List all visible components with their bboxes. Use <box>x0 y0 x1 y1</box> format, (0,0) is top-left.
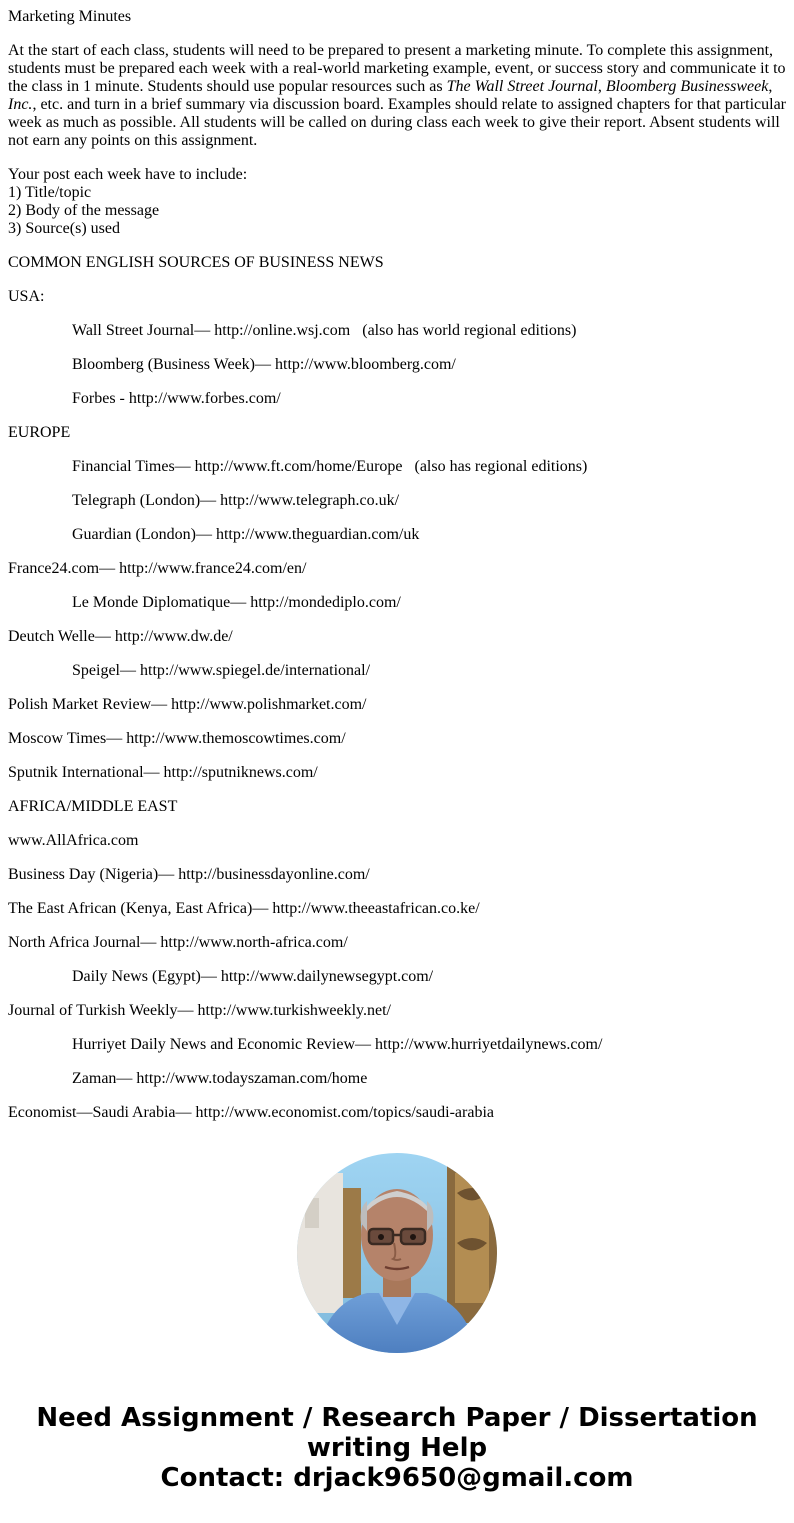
source-ft-link[interactable]: Financial Times— http://www.ft.com/home/Europe <box>72 458 403 475</box>
promo-line-2: writing Help <box>306 1433 488 1463</box>
source-turkish-weekly[interactable]: Journal of Turkish Weekly— http://www.turkishweekly.net/ <box>8 1002 391 1019</box>
separator: , <box>768 78 773 95</box>
source-lemonde[interactable]: Le Monde Diplomatique— http://mondediplo.com/ <box>72 594 401 611</box>
intro-text-2: , etc. and turn in a brief summary via discussion board. Examples should relate to assigned chapters for that particular week as much as possible. All students will be called on during class each week to give their report. Absent students will not earn any points on this assignment. <box>8 96 786 149</box>
sources-heading: COMMON ENGLISH SOURCES OF BUSINESS NEWS <box>8 254 384 271</box>
source-moscow-times[interactable]: Moscow Times— http://www.themoscowtimes.com/ <box>8 730 346 747</box>
europe-heading: EUROPE <box>8 424 71 441</box>
requirement-item: 3) Source(s) used <box>8 220 120 237</box>
promo-banner <box>0 1403 794 1493</box>
source-wsj-note: (also has world regional editions) <box>362 322 577 339</box>
requirement-item: 2) Body of the message <box>8 202 160 219</box>
document-body <box>8 8 788 1138</box>
source-northafrica[interactable]: North Africa Journal— http://www.north-africa.com/ <box>8 934 348 951</box>
source-allafrica[interactable]: www.AllAfrica.com <box>8 832 139 849</box>
source-wsj-link[interactable]: Wall Street Journal— http://online.wsj.com <box>72 322 351 339</box>
promo-line-1: Need Assignment / Research Paper / Dissertation <box>36 1403 758 1433</box>
source-ft-note: (also has regional editions) <box>414 458 588 475</box>
portrait-image <box>297 1153 497 1353</box>
separator: , <box>597 78 606 95</box>
source-inc-italic: Inc. <box>8 96 33 113</box>
source-spiegel[interactable]: Speigel— http://www.spiegel.de/international/ <box>72 662 371 679</box>
source-eastafrican[interactable]: The East African (Kenya, East Africa)— http://www.theeastafrican.co.ke/ <box>8 900 480 917</box>
intro-text-1: At the start of each class, students will need to be prepared to present a marketing minute. To complete this assignment, students must be prepared each week with a real-world marketing example, event, or success story and communicate it to the class in 1 minute. Students should use popular resources such as <box>8 42 786 95</box>
promo-contact-email[interactable]: Contact: drjack9650@gmail.com <box>160 1463 634 1493</box>
source-sputnik[interactable]: Sputnik International— http://sputniknews.com/ <box>8 764 318 781</box>
requirements-block <box>8 166 788 238</box>
author-avatar <box>297 1153 497 1353</box>
source-hurriyet[interactable]: Hurriyet Daily News and Economic Review— http://www.hurriyetdailynews.com/ <box>72 1036 603 1053</box>
requirement-item: 1) Title/topic <box>8 184 92 201</box>
source-telegraph[interactable]: Telegraph (London)— http://www.telegraph.co.uk/ <box>72 492 400 509</box>
document-title: Marketing Minutes <box>8 8 132 25</box>
source-dw[interactable]: Deutch Welle— http://www.dw.de/ <box>8 628 233 645</box>
source-guardian[interactable]: Guardian (London)— http://www.theguardian.com/uk <box>72 526 420 543</box>
usa-heading: USA: <box>8 288 45 305</box>
source-wsj-italic: The Wall Street Journal <box>446 78 598 95</box>
source-bloomberg[interactable]: Bloomberg (Business Week)— http://www.bloomberg.com/ <box>72 356 456 373</box>
source-dailynews-egypt[interactable]: Daily News (Egypt)— http://www.dailynewsegypt.com/ <box>72 968 434 985</box>
source-economist-saudi[interactable]: Economist—Saudi Arabia— http://www.economist.com/topics/saudi-arabia <box>8 1104 494 1121</box>
source-wsj <box>8 322 788 340</box>
source-polish-market[interactable]: Polish Market Review— http://www.polishmarket.com/ <box>8 696 367 713</box>
requirements-lead: Your post each week have to include: <box>8 166 248 183</box>
intro-paragraph <box>8 42 788 150</box>
source-businessday[interactable]: Business Day (Nigeria)— http://businessdayonline.com/ <box>8 866 370 883</box>
source-ft <box>8 458 788 476</box>
source-france24[interactable]: France24.com— http://www.france24.com/en/ <box>8 560 307 577</box>
source-forbes[interactable]: Forbes - http://www.forbes.com/ <box>72 390 281 407</box>
source-bloomberg-italic: Bloomberg Businessweek <box>605 78 769 95</box>
africa-heading: AFRICA/MIDDLE EAST <box>8 798 178 815</box>
source-zaman[interactable]: Zaman— http://www.todayszaman.com/home <box>72 1070 368 1087</box>
